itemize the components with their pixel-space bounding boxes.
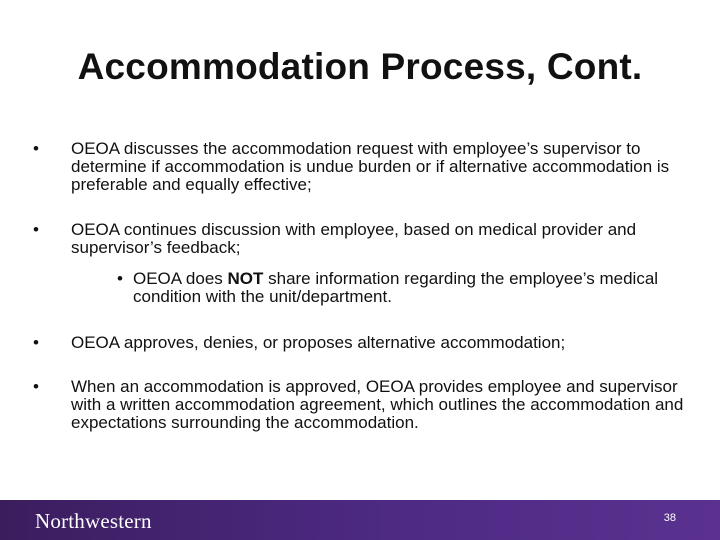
bullet-text: OEOA continues discussion with employee, based on medical provider and supervisor’s feedback;: [71, 220, 637, 257]
page-number: 38: [663, 512, 676, 524]
bullet-dot: •: [33, 333, 39, 352]
sub-bullet-dot: •: [117, 269, 123, 288]
bullet-dot: •: [33, 220, 39, 239]
bullet-text: OEOA approves, denies, or proposes alternative accommodation;: [71, 333, 566, 352]
sub-bullet-text: [133, 270, 673, 306]
bullet-dot: •: [33, 139, 39, 158]
bullet-dot: •: [33, 377, 39, 396]
bullet-text: OEOA discusses the accommodation request with employee’s supervisor to determine if accommodation is undue burden or if alternative accommodation is preferable and equally effective;: [71, 139, 670, 194]
slide-title: Accommodation Process, Cont.: [77, 46, 643, 87]
northwestern-logo: Northwestern: [35, 509, 152, 533]
sub-bullet-text-before: OEOA does: [133, 269, 228, 288]
sub-bullet-text-after: share information regarding the employee’s medical condition with the unit/department.: [133, 269, 659, 306]
footer-bar: [0, 500, 720, 540]
bullet-text: When an accommodation is approved, OEOA provides employee and supervisor with a written accommodation agreement, which outlines the accommodation and expectations surrounding the accommodation.: [71, 377, 684, 432]
sub-bullet-emphasis: NOT: [227, 269, 264, 288]
